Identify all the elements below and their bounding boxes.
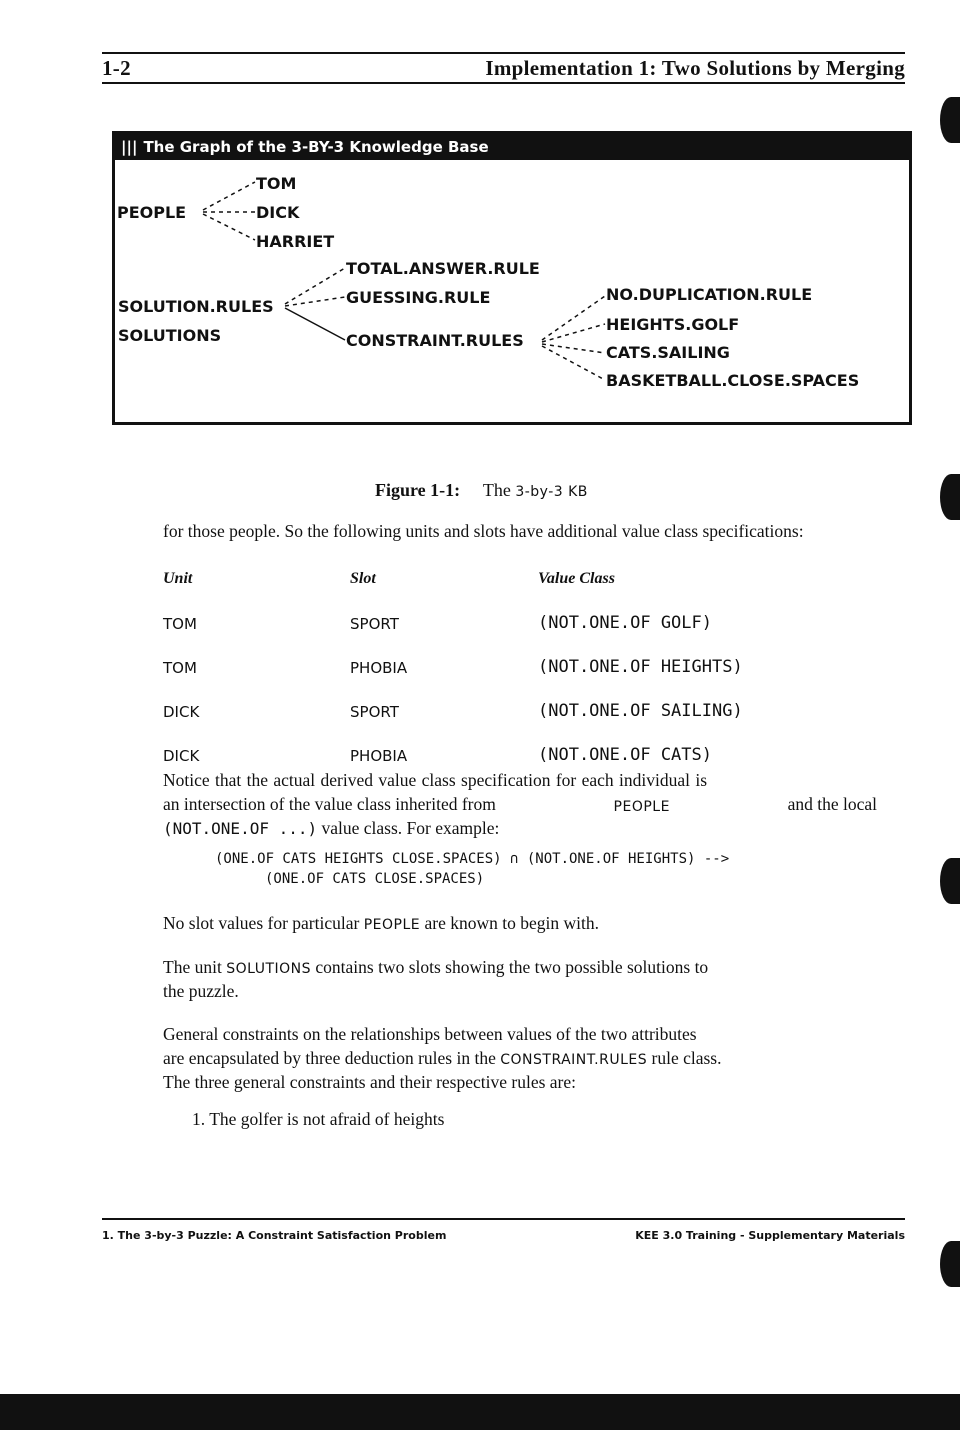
- footer-rule: [102, 1218, 905, 1220]
- general-paragraph-line-2: [163, 1046, 877, 1072]
- table-header-slot: Slot: [350, 570, 376, 587]
- footer-left: 1. The 3-by-3 Puzzle: A Constraint Satisfaction Problem: [102, 1229, 447, 1242]
- node-heights-golf[interactable]: HEIGHTS.GOLF: [606, 315, 740, 334]
- no-slot-text: No slot values for particular: [163, 913, 360, 933]
- figure-label: Figure 1-1:: [375, 480, 461, 500]
- node-cats-sailing[interactable]: CATS.SAILING: [606, 343, 730, 362]
- node-people[interactable]: PEOPLE: [117, 203, 187, 222]
- binder-hole: [940, 474, 960, 520]
- edge-constraint-basketball: [542, 346, 605, 380]
- notice-line-2-tail: and the local: [787, 794, 877, 814]
- list-item: [192, 1109, 444, 1130]
- notice-people-unit: PEOPLE: [613, 799, 670, 815]
- node-solutions[interactable]: SOLUTIONS: [118, 326, 222, 345]
- table-cell-unit: TOM: [163, 659, 197, 677]
- notice-line-3-text: value class. For example:: [321, 818, 500, 838]
- edge-people-harriet: [203, 214, 255, 240]
- notice-line-2-text: an intersection of the value class inherited from: [163, 794, 496, 814]
- footer-right: KEE 3.0 Training - Supplementary Materials: [635, 1229, 905, 1242]
- no-slot-paragraph: [163, 911, 877, 937]
- list-item-number: 1.: [192, 1109, 206, 1129]
- binder-hole: [940, 1241, 960, 1287]
- notice-line-3: [163, 816, 877, 841]
- table-cell-slot: PHOBIA: [350, 747, 408, 765]
- table-cell-value: (NOT.ONE.OF GOLF): [538, 613, 712, 633]
- notice-code: (NOT.ONE.OF ...): [163, 819, 318, 838]
- node-total-answer-rule[interactable]: TOTAL.ANSWER.RULE: [346, 259, 540, 278]
- table-header-value-class: Value Class: [538, 570, 615, 587]
- table-cell-slot: SPORT: [350, 703, 399, 721]
- node-constraint-rules[interactable]: CONSTRAINT.RULES: [346, 331, 524, 350]
- list-item-text: The golfer is not afraid of heights: [209, 1109, 445, 1129]
- table-cell-slot: PHOBIA: [350, 659, 408, 677]
- graph-window-title: The Graph of the 3-BY-3 Knowledge Base: [143, 138, 489, 156]
- table-cell-value: (NOT.ONE.OF HEIGHTS): [538, 657, 743, 677]
- solutions-paragraph-line-1: [163, 955, 877, 981]
- node-no-duplication-rule[interactable]: NO.DUPLICATION.RULE: [606, 285, 813, 304]
- general-text: are encapsulated by three deduction rules in the: [163, 1048, 496, 1068]
- graph-window[interactable]: [112, 131, 912, 425]
- node-tom[interactable]: TOM: [256, 174, 297, 193]
- node-guessing-rule[interactable]: GUESSING.RULE: [346, 288, 491, 307]
- header-bottom-rule: [102, 82, 905, 84]
- intro-paragraph: for those people. So the following units and slots have additional value class specifications:: [163, 521, 804, 541]
- general-paragraph-line-1: General constraints on the relationships between values of the two attributes: [163, 1024, 697, 1044]
- figure-caption-prefix: The: [482, 480, 511, 500]
- figure-caption: [375, 480, 588, 501]
- table-cell-unit: DICK: [163, 747, 200, 765]
- node-dick[interactable]: DICK: [256, 203, 300, 222]
- chapter-title: Implementation 1: Two Solutions by Merging: [485, 56, 905, 80]
- no-slot-tail: are known to begin with.: [424, 913, 599, 933]
- node-harriet[interactable]: HARRIET: [256, 232, 335, 251]
- constraint-rules-class: CONSTRAINT.RULES: [500, 1052, 648, 1068]
- table-cell-value: (NOT.ONE.OF CATS): [538, 745, 712, 765]
- binder-hole: [940, 97, 960, 143]
- table-cell-slot: SPORT: [350, 615, 399, 633]
- table-cell-unit: DICK: [163, 703, 200, 721]
- solutions-text: The unit: [163, 957, 222, 977]
- no-slot-people-unit: PEOPLE: [363, 917, 421, 933]
- notice-line-1: Notice that the actual derived value class specification for each individual is: [163, 770, 708, 790]
- solutions-tail: contains two slots showing the two possible solutions to: [315, 957, 709, 977]
- table-cell-value: (NOT.ONE.OF SAILING): [538, 701, 743, 721]
- figure-caption-kb: 3-by-3 KB: [515, 484, 588, 500]
- example-line-1: (ONE.OF CATS HEIGHTS CLOSE.SPACES) ∩ (NOT.ONE.OF HEIGHTS) -->: [215, 851, 730, 867]
- scan-bottom-band: [0, 1394, 960, 1430]
- general-paragraph-line-3: The three general constraints and their respective rules are:: [163, 1072, 577, 1092]
- notice-line-2: [163, 792, 877, 819]
- table-cell-unit: TOM: [163, 615, 197, 633]
- edge-solution-rules-constraint: [285, 308, 345, 340]
- general-tail: rule class.: [651, 1048, 722, 1068]
- node-basketball-close-spaces[interactable]: BASKETBALL.CLOSE.SPACES: [606, 371, 860, 390]
- table-header-unit: Unit: [163, 570, 193, 587]
- solutions-paragraph-line-2: the puzzle.: [163, 981, 239, 1001]
- node-solution-rules[interactable]: SOLUTION.RULES: [118, 297, 274, 316]
- page-number: 1-2: [102, 56, 131, 80]
- binder-hole: [940, 858, 960, 904]
- header-top-rule: [102, 52, 905, 54]
- solutions-unit: SOLUTIONS: [226, 961, 312, 977]
- edge-people-tom: [203, 182, 255, 210]
- menu-bars-icon[interactable]: |||: [121, 138, 138, 156]
- example-line-2: (ONE.OF CATS CLOSE.SPACES): [265, 871, 485, 887]
